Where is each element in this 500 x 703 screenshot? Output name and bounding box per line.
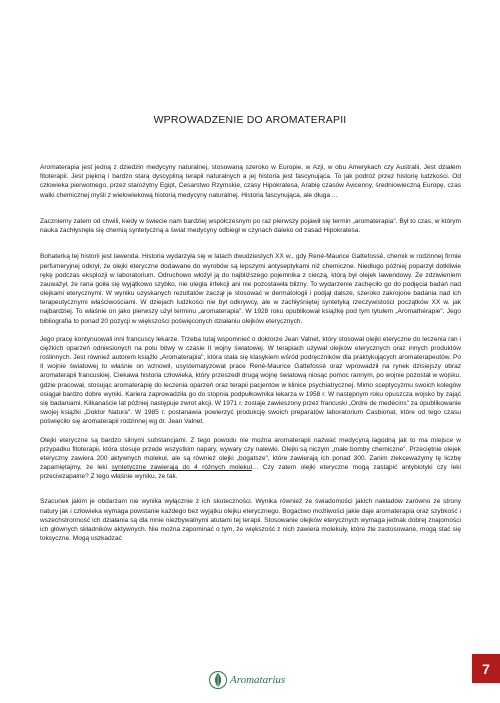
paragraph-intro: Aromaterapia jest jedną z dziedzin medycyny naturalnej, stosowaną szeroko w Europie, w Azji, w obu Amerykach czy Australii. Jest działem fitoterapii. Jest piękną i bardzo starą dyscypliną terapii naturalnych a jej historia jest fascynująca. To jak podróż przez historię ludzkości. Od człowieka pierwotnego, przez starożytny Egipt, Cesarstwo Rzymskie, czasy Hipokratesa, Arabię czasów Avicenny, średniowieczną Europę, czas walki chemicznej myśli z wielowiekową historią medycyny naturalnej. Historia fascynująca, ale długa ... [40, 164, 461, 199]
paragraph-lavender: Bohaterką tej historii jest lawenda. Historia wydarzyła się w latach dwudziestych XX w., gdy René-Maurice Gattefossé, chemik w rodzinnej firmie perfumeryjnej odkrył, że olejki eteryczne dodawane do wyrobów są lepszymi antyseptykami niż chemiczne. Niedługo później poparzył dotkliwie rękę podczas eksplozji w laboratorium. Odruchowo włożył ją do najbliższego pojemnika z cieczą, którą był olejek lawendowy. Ze zdziwieniem zauważył, że rana goiła się wyjątkowo szybko, nie uległa infekcji ani nie pozostawiła blizny. To wydarzenie zachęciło go do podjęcia badań nad olejkami eterycznymi. W wyniku uzyskanych rezultatów zaczął je stosować w dermatologii i podjął dalsze, szeroko zakrojone badania nad ich terapeutycznymi właściwościami. W dziejach ludzkości nie był odkrywcy, ale w zachłyśniętej syntetyką rzeczywistości początków XX w. jak najbardziej. To właśnie on jako pierwszy użył terminu „aromaterapia". W 1928 roku opublikował książkę pod tym tytułem „Aromathérapie". Jego bibliografia to ponad 20 pozycji w większości poświęconych działaniu olejków eterycznych. [40, 253, 461, 325]
paragraph-valnet: Jego pracę kontynuowali inni francuscy lekarze. Trzeba tutaj wspomnieć o doktorze Jean Valnet, który stosował olejki eteryczne do leczenia ran i ciężkich oparzeń odniesionych na polu bitwy w czasie II wojny światowej. W terapiach używał olejków eterycznych oraz innych produktów roślinnych. Jest również autorem książki „Aromaterapia", która stała się klasykiem wśród podręczników dla praktykujących aromaterapeutów. Po II wojnie światowej to właśnie on wznowił, usystematyzował prace René-Maurice Gattefossé oraz wprowadził na rynek dzisiejszy obraz aromaterapii francuskiej. Ciekawa historia człowieka, który przeszedł drugą wojnę światową niosąc pomoc rannym, po wojnie pozostał w wojsku, gdzie pracował, stosując aromaterapię do leczenia oparzeń oraz terapii pacjentów w klinice psychiatrycznej. Mimo sceptycyzmu swoich kolegów osiągał bardzo dobre wyniki. Kariera zaprowadziła go do stopnia podpułkownika lekarza w 1958 r. W następnym roku opuszcza wojsko by zająć się badaniami. Kilkanaście lat później następuje zwrot akcji. W 1971 r. zostaje zawieszony przez francuski „Ordre de medécins" za opublikowanie swojej książki „Doktor Natura". W 1985 r. postanawia powierzyć produkcję swoich preparatów laboratorium Casbionat, które od tego czasu poświęciło się aromaterapii rodzinnej wg dr. Jean Valnet. [40, 335, 461, 426]
paragraph-term: Zaczniemy zatem od chwili, kiedy w świecie nam bardziej współczesnym po raz pierwszy pojawił się termin „aromaterapia". Był to czas, w którym nauka zachłysnęła się chemią syntetyczną a świat medycyny odbiegł w czynach daleko od zasad Hipokratesa. [40, 217, 461, 235]
molecules-tail: … Czy zatem olejki eteryczne mogą zastąpić antybiotyki czy leki przeciwzapalne? Z tego właśnie wyniku, że tak. [40, 464, 461, 481]
paragraph-molecules [40, 436, 461, 482]
page-title: WPROWADZENIE DO AROMATERAPII [153, 114, 347, 126]
molecules-underlined: syntetyczne zawierają do 4 różnych molekuł [111, 464, 252, 471]
molecules-text: Olejki eteryczne są bardzo silnymi substancjami. Z tego powodu nie można aromaterapii nazwać medycyną łagodną jak to ma miejsce w przypadku fitoterapii, która stosuje przede wszystkim napary, wywary czy nalewki. Olejki są niczym „małe bomby chemiczne". Przeciętnie olejek eteryczny zawiera 200 aktywnych molekuł, ale są również olejki „bogatsze", które zawierają ich ponad 300. Zanim zlekceważymy tę liczbę zapamiętajmy, że leki [40, 436, 461, 471]
page-number-badge: 7 [472, 654, 500, 683]
logo-text: Aromatarius [230, 674, 286, 686]
leaf-logo-icon [209, 670, 227, 690]
paragraph-respect: Szacunek jakim je obdarzam nie wynika wyłącznie z ich skuteczności. Wynika również ze świadomości jakich nakładów zarówno ze strony natury jak i człowieka wymaga powstanie każdego bez wyjątku olejku eterycznego. Bogactwo możliwości jakie daje aromaterapia oraz szybkość i wszechstronność ich działania są dla mnie niezbywalnymi atutami tej terapii. Stosowanie olejków eterycznych wymaga jednak dobrej znajomości ich głównych składników aktywnych. Nie można zapominać o tym, że większość z nich zawiera molekuły, które źle zastosowane, mogą stać się toksyczne. Mogą uszkadzać [40, 498, 461, 543]
footer-logo [209, 669, 285, 691]
body-text [40, 154, 461, 560]
